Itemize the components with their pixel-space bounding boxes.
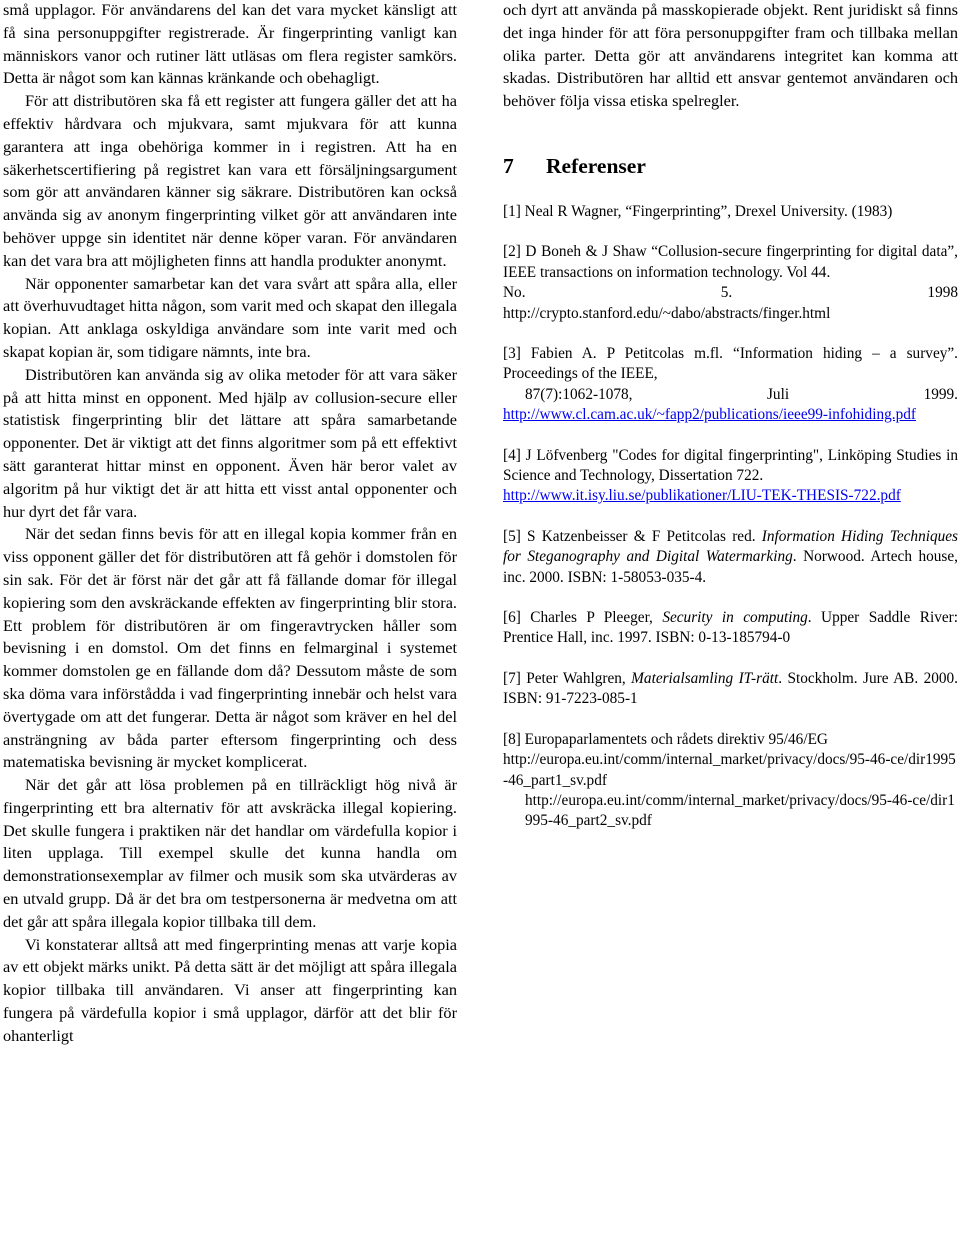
reference-text: [8] Europaparlamentets och rådets direktiv 95/46/EG xyxy=(503,730,828,748)
reference-link[interactable]: http://www.it.isy.liu.se/publikationer/LIU-TEK-THESIS-722.pdf xyxy=(503,487,901,505)
reference-year: 1999. xyxy=(923,385,958,403)
reference-item xyxy=(503,202,958,222)
right-column xyxy=(503,0,958,852)
section-number: 7 xyxy=(503,153,514,178)
reference-text: . Norwood. Artech house, inc. 2000. ISBN: 1-58053-035-4. xyxy=(503,548,958,586)
reference-list xyxy=(503,202,958,832)
reference-item xyxy=(503,669,958,710)
body-paragraph: små upplagor. För användarens del kan det vara mycket känsligt att få sina personuppgifter registrerade. Är fingerprinting vanligt kan människors vanor och rutiner lätt utläsas om flera register samkörs. Detta är något som kan kännas kränkande och obehagligt. xyxy=(3,0,457,88)
reference-pages-line xyxy=(503,385,958,405)
body-paragraph: När det sedan finns bevis för att en illegal kopia kommer från en viss opponent gäller det för distributören att få gehör i domstolen för sin sak. För det är först när det går att få fällande domar för illegal kopiering som den avskräckande effekten av fingerprinting blir stora. Ett problem för distributören är om fingeravtrycken håller som bevisning i en domstol. Om det finns en felmarginal i systemet kommer domstolen ge en fällande dom då? Dessutom måste de som ska döma vara införstådda i vad fingerprinting innebär och helst vara övertygade om att det fungerar. Detta är något som kräver en hel del ansträngning av båda parter eftersom fingerprinting och dess matematiska bevisning är mycket komplicerat. xyxy=(3,524,457,772)
reference-issue-num: 5. xyxy=(720,284,733,302)
reference-text: . Upper Saddle River: Prentice Hall, inc. 1997. ISBN: 0-13-185794-0 xyxy=(503,609,958,647)
body-paragraph: Distributören kan använda sig av olika metoder för att vara säker på att hitta minst en opponent. Med hjälp av collusion-secure eller statistisk fingerprinting blir det lättare att spåra samarbetande opponenter. Det är viktigt att det finns algoritmer som på ett effektivt sätt garanterat hittar minst en opponent. Även här beror valet av algoritm på hur viktigt det är att hitta ett visst antal opponenter och hur dyrt det får vara. xyxy=(3,364,457,521)
reference-issue-no: No. xyxy=(503,284,526,302)
left-column xyxy=(3,0,457,1048)
section-heading xyxy=(503,153,958,179)
reference-month: Juli xyxy=(766,385,790,403)
section-title: Referenser xyxy=(546,153,646,178)
reference-text: [6] Charles P Pleeger, xyxy=(503,609,653,627)
reference-text: [2] D Boneh & J Shaw “Collusion-secure fingerprinting for digital data”, IEEE transactions on information technology. Vol 44. xyxy=(503,243,958,281)
reference-item xyxy=(503,608,958,649)
reference-url: http://europa.eu.int/comm/internal_market/privacy/docs/95-46-ce/dir1995-46_part2_sv.pdf xyxy=(525,791,955,830)
reference-item xyxy=(503,242,958,324)
reference-item xyxy=(503,730,958,832)
reference-text: . Stockholm. Jure AB. 2000. ISBN: 91-7223-085-1 xyxy=(503,669,958,708)
reference-url: http://europa.eu.int/comm/internal_market/privacy/docs/95-46-ce/dir1995-46_part1_sv.pdf xyxy=(503,751,956,789)
reference-item xyxy=(503,527,958,588)
reference-text: [3] Fabien A. P Petitcolas m.fl. “Information hiding – a survey”. Proceedings of the IEEE, xyxy=(503,345,958,383)
reference-item xyxy=(503,344,958,426)
reference-title: Materialsamling IT-rätt xyxy=(631,669,779,687)
body-paragraph: När opponenter samarbetar kan det vara svårt att spåra alla, eller att överhuvudtaget hitta någon, som varit med och skapat den illegala kopian. Att anklaga oskyldiga användare som inte varit med och skapat kopian är, som tidigare nämnts, inte bra. xyxy=(3,273,457,361)
reference-year: 1998 xyxy=(927,284,959,302)
reference-title: Information Hiding Techniques for Steganography and Digital Watermarking xyxy=(503,527,959,566)
reference-item xyxy=(503,446,958,507)
reference-text: [5] S Katzenbeisser & F Petitcolas red. xyxy=(503,527,756,545)
reference-pages: 87(7):1062-1078, xyxy=(525,385,633,403)
reference-url: http://crypto.stanford.edu/~dabo/abstracts/finger.html xyxy=(503,304,831,322)
reference-link[interactable]: http://www.cl.cam.ac.uk/~fapp2/publications/ieee99-infohiding.pdf xyxy=(503,406,916,424)
reference-text: [4] J Löfvenberg "Codes for digital fingerprinting", Linköping Studies in Science and Technology, Dissertation 722. xyxy=(503,446,958,485)
body-paragraph: och dyrt att använda på masskopierade objekt. Rent juridiskt så finns det inga hinder för att föra personuppgifter fram och tillbaka mellan olika parter. Detta gör att användarens integritet kan komma att skadas. Distributören har alltid ett ansvar gentemot användaren och behöver följa vissa etiska spelregler. xyxy=(503,0,958,111)
reference-issue-line xyxy=(503,283,958,303)
reference-text: [7] Peter Wahlgren, xyxy=(503,669,626,687)
reference-title: Security in computing xyxy=(662,609,808,627)
body-paragraph: För att distributören ska få ett register att fungera gäller det att ha effektiv hårdvara och mjukvara, samt mjukvara för att kunna garantera att inga obehöriga kommer in i registren. Att ha en säkerhetscertifiering på registret kan vara ett försäljningsargument som gör att användaren känner sig säkrare. Distributören kan också använda sig av anonym fingerprinting vilket gör att användaren inte behöver uppge sin identitet när denne köper varan. För användaren kan det vara bra att möjligheten finns att handla produkter anonymt. xyxy=(3,91,457,270)
reference-text: [1] Neal R Wagner, “Fingerprinting”, Drexel University. (1983) xyxy=(503,202,893,220)
body-paragraph: Vi konstaterar alltså att med fingerprinting menas att varje kopia av ett objekt märks unikt. På detta sätt är det möjligt att spåra illegala kopior tillbaka till användaren. Vi anser att fingerprinting kan fungera på värdefulla kopior i små upplagor, därför att det blir för ohanterligt xyxy=(3,934,457,1045)
body-paragraph: När det går att lösa problemen på en tillräckligt hög nivå är fingerprinting ett bra alternativ för att avskräcka illegal kopiering. Det skulle fungera i praktiken när det handlar om värdefulla kopior i liten upplaga. Till exempel skulle det kunna handla om demonstrationsexemplar av filmer och musik som ska utvärderas av en utvald grupp. Då är det bra om testpersonerna är medvetna om att det går att spåra illegala kopior tillbaka till dem. xyxy=(3,775,457,931)
